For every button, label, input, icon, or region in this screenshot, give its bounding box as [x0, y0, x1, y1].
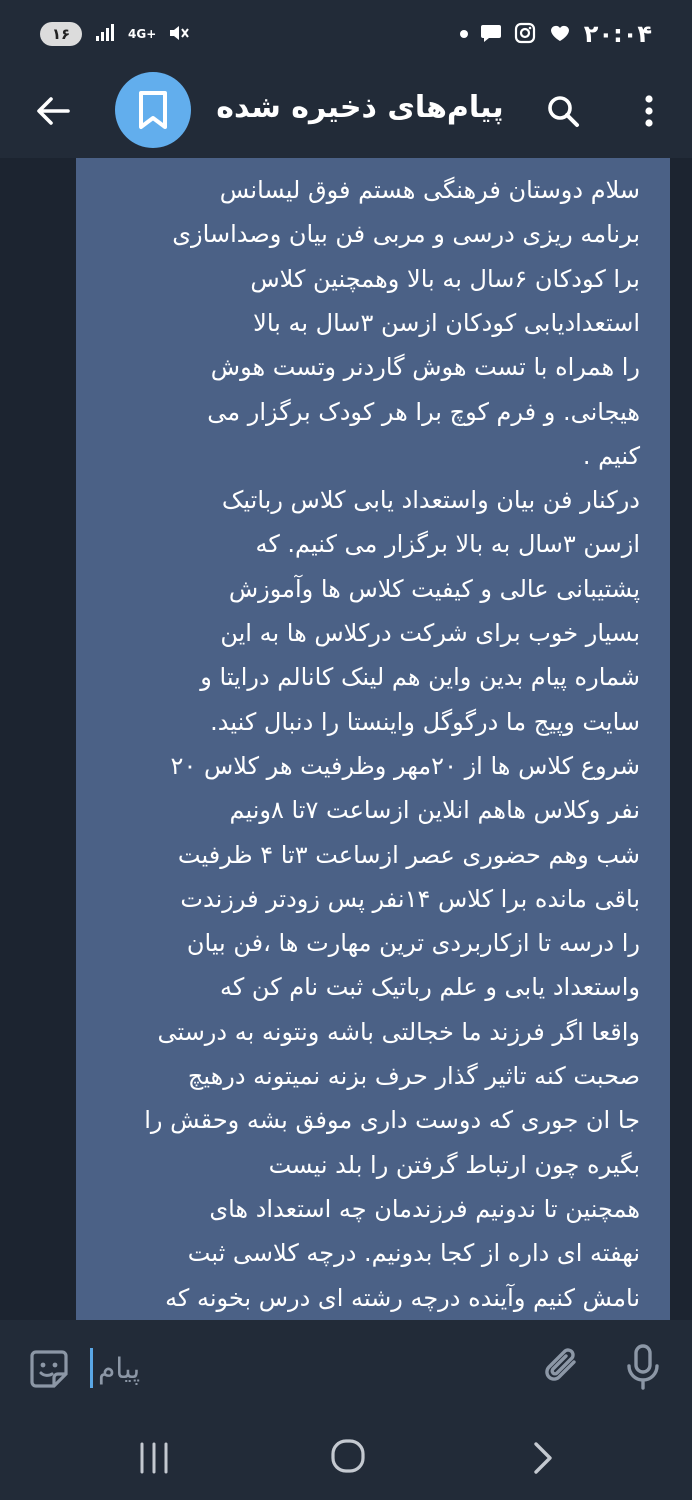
home-button[interactable] [330, 1438, 366, 1474]
instagram-icon [514, 22, 536, 47]
message-line: کنیم . [582, 441, 640, 470]
search-button[interactable] [540, 88, 586, 134]
chevron-right-icon [526, 1440, 558, 1476]
back-button[interactable] [28, 86, 78, 136]
message-line: صحبت کنه تاثیر گذار حرف بزنه نمیتونه درهیچ [187, 1062, 640, 1090]
message-line: سلام دوستان فرهنگی هستم فوق لیسانس [219, 176, 640, 204]
app-notification-icon [548, 23, 572, 46]
signal-icon [94, 24, 116, 45]
message-line: واقعا اگر فرزند ما خجالتی باشه ونتونه به درستی [157, 1017, 640, 1046]
system-back-button[interactable] [526, 1440, 558, 1476]
chat-title[interactable]: پیام‌های ذخیره شده [216, 90, 504, 125]
battery-indicator: ۱۶ [40, 22, 82, 46]
network-type-label: 4G+ [128, 27, 157, 41]
message-line: نفر وکلاس هاهم انلاین ازساعت ۷تا ۸ونیم [229, 796, 640, 825]
search-icon [545, 93, 581, 129]
message-line: را همراه با تست هوش گاردنر وتست هوش [210, 353, 640, 382]
recents-icon [136, 1442, 172, 1474]
message-input[interactable] [96, 1342, 520, 1394]
message-line: برنامه ریزی درسی و مربی فن بیان وصداسازی [172, 220, 640, 249]
message-line: بگیره چون ارتباط گرفتن را بلد نیست [268, 1150, 640, 1179]
message-bubble[interactable] [76, 158, 670, 1320]
message-line: درکنار فن بیان واستعداد یابی کلاس رباتیک [221, 486, 640, 515]
text-cursor [90, 1348, 93, 1388]
system-navigation-bar [0, 1414, 692, 1500]
emoji-button[interactable] [26, 1346, 72, 1392]
recent-apps-button[interactable] [136, 1442, 172, 1474]
message-composer [0, 1320, 692, 1414]
home-icon [330, 1438, 366, 1474]
attach-button[interactable] [540, 1344, 586, 1390]
message-line: را درسه تا ازکاربردی ترین مهارت ها ،فن بیان [186, 929, 640, 958]
status-time: ۲۰:۰۴ [583, 20, 652, 48]
emoji-icon [26, 1346, 72, 1392]
message-line: باقی مانده برا کلاس ۱۴نفر پس زودتر فرزندت [180, 884, 640, 913]
status-bar [0, 0, 692, 68]
message-line: نامش کنیم وآینده درچه رشته ای درس بخونه که [165, 1283, 640, 1312]
paperclip-icon [540, 1344, 586, 1390]
message-line: شماره پیام بدین واین هم لینک کانالم درایتا و [200, 663, 640, 692]
voice-record-button[interactable] [620, 1342, 666, 1392]
status-left [40, 22, 190, 46]
chat-messages-area[interactable] [0, 158, 692, 1320]
notification-dot-icon [460, 30, 468, 38]
chat-notification-icon [480, 23, 502, 46]
message-line: هیجانی. و فرم کوچ برا هر کودک برگزار می [207, 397, 640, 426]
mute-icon [168, 23, 190, 46]
message-line: جا ان جوری که دوست داری موفق بشه وحقش را [144, 1106, 640, 1135]
message-line: نهفته ای داره از کجا بدونیم. درچه کلاسی ثبت [187, 1239, 640, 1268]
more-vertical-icon [644, 94, 654, 128]
message-line: بسیار خوب برای شرکت درکلاس ها به این [220, 619, 640, 647]
message-line: برا کودکان ۶سال به بالا وهمچنین کلاس [250, 264, 640, 293]
message-line: شروع کلاس ها از ۲۰مهر وظرفیت هر کلاس ۲۰ [170, 751, 640, 780]
message-line: استعدادیابی کودکان ازسن ۳سال به بالا [253, 308, 640, 337]
chat-header [0, 68, 692, 158]
more-options-button[interactable] [626, 88, 672, 134]
message-line: سایت وپیج ما درگوگل واینستا را دنبال کنید. [210, 707, 640, 736]
status-right [460, 20, 652, 48]
microphone-icon [620, 1342, 666, 1392]
message-line: ازسن ۳سال به بالا برگزار می کنیم. که [255, 530, 640, 559]
message-line: شب وهم حضوری عصر ازساعت ۳تا ۴ ظرفیت [177, 840, 640, 869]
message-line: پشتیبانی عالی و کیفیت کلاس ها وآموزش [228, 574, 640, 603]
avatar[interactable] [115, 72, 191, 148]
arrow-left-icon [36, 96, 70, 126]
bookmark-icon [136, 90, 170, 130]
message-line: واستعداد یابی و علم رباتیک ثبت نام کن که [220, 973, 640, 1002]
message-line: همچنین تا ندونیم فرزندمان چه استعداد های [209, 1194, 640, 1223]
